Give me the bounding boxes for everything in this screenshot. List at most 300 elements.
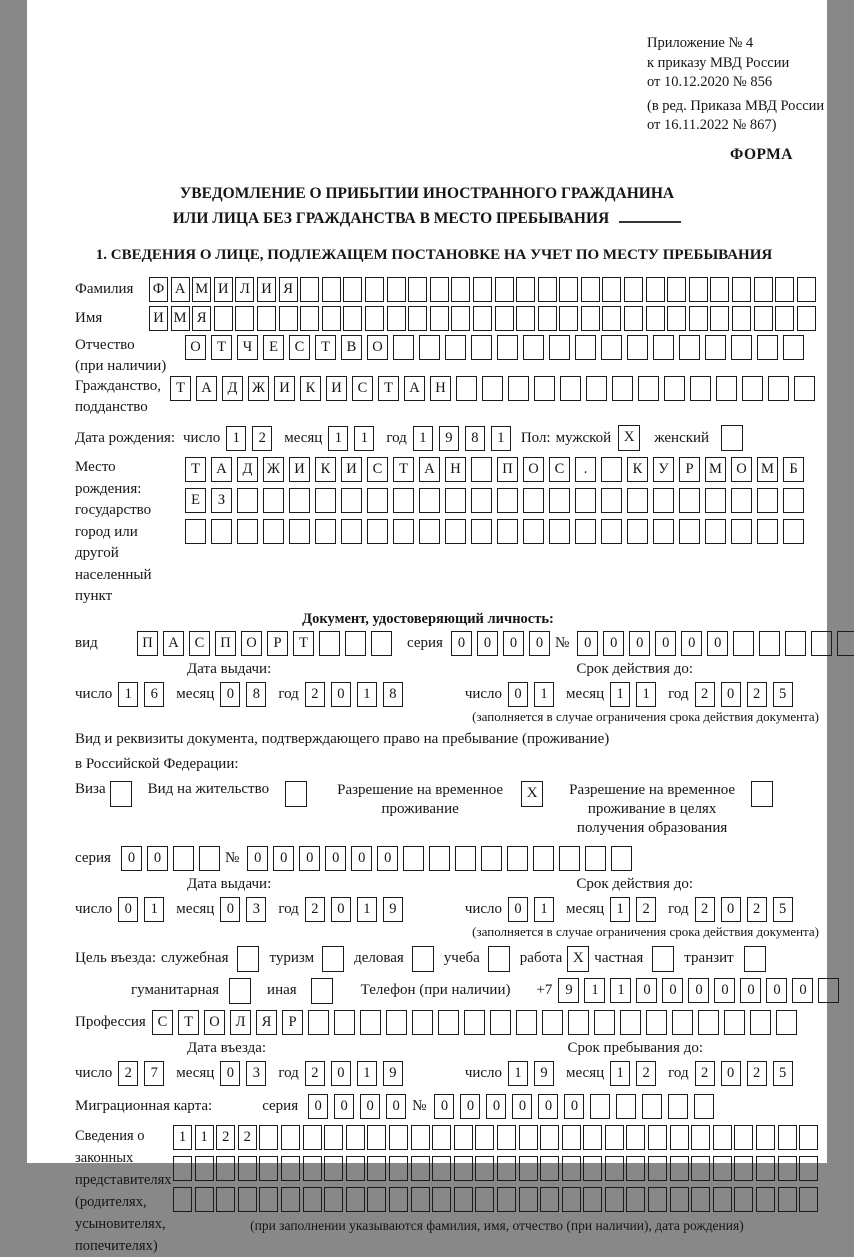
char-cell[interactable] <box>710 277 729 302</box>
char-cell[interactable] <box>732 306 751 331</box>
char-cell[interactable]: 0 <box>681 631 702 656</box>
char-cell[interactable]: 0 <box>331 682 351 707</box>
char-cell[interactable]: Д <box>222 376 243 401</box>
char-cell[interactable] <box>768 376 789 401</box>
char-cell[interactable] <box>173 846 194 871</box>
char-cell[interactable]: 2 <box>747 1061 767 1086</box>
char-cell[interactable] <box>734 1125 753 1150</box>
char-cell[interactable]: Я <box>192 306 211 331</box>
char-cell[interactable] <box>393 488 414 513</box>
char-cell[interactable]: . <box>575 457 596 482</box>
char-cell[interactable]: М <box>171 306 190 331</box>
char-cell[interactable] <box>300 306 319 331</box>
char-cell[interactable]: 0 <box>707 631 728 656</box>
char-cell[interactable] <box>475 1125 494 1150</box>
char-cell[interactable] <box>324 1187 343 1212</box>
char-cell[interactable] <box>419 335 440 360</box>
char-cell[interactable]: Т <box>293 631 314 656</box>
char-cell[interactable]: 9 <box>383 897 403 922</box>
char-cell[interactable] <box>581 306 600 331</box>
char-cell[interactable] <box>216 1156 235 1181</box>
char-cell[interactable] <box>611 846 632 871</box>
char-cell[interactable] <box>560 376 581 401</box>
char-cell[interactable] <box>626 1156 645 1181</box>
char-cell[interactable] <box>238 1156 257 1181</box>
char-cell[interactable]: 1 <box>195 1125 214 1150</box>
char-cell[interactable] <box>445 488 466 513</box>
char-cell[interactable]: 0 <box>118 897 138 922</box>
char-cell[interactable] <box>646 306 665 331</box>
char-cell[interactable] <box>430 306 449 331</box>
char-cell[interactable]: 0 <box>766 978 787 1003</box>
char-cell[interactable] <box>705 335 726 360</box>
char-cell[interactable] <box>454 1187 473 1212</box>
char-cell[interactable] <box>519 1187 538 1212</box>
char-cell[interactable] <box>365 277 384 302</box>
char-cell[interactable] <box>516 1010 537 1035</box>
char-cell[interactable] <box>664 376 685 401</box>
char-cell[interactable] <box>757 488 778 513</box>
char-cell[interactable] <box>211 519 232 544</box>
char-cell[interactable] <box>393 335 414 360</box>
char-cell[interactable]: К <box>315 457 336 482</box>
char-cell[interactable]: 0 <box>721 897 741 922</box>
char-cell[interactable] <box>346 1156 365 1181</box>
char-cell[interactable]: 9 <box>439 426 459 451</box>
char-cell[interactable]: З <box>211 488 232 513</box>
char-cell[interactable] <box>346 1187 365 1212</box>
char-cell[interactable] <box>667 277 686 302</box>
purpose-study-checkbox[interactable] <box>488 946 510 972</box>
char-cell[interactable]: 1 <box>118 682 138 707</box>
char-cell[interactable] <box>733 631 754 656</box>
char-cell[interactable] <box>289 519 310 544</box>
char-cell[interactable] <box>734 1187 753 1212</box>
char-cell[interactable]: 1 <box>491 426 511 451</box>
char-cell[interactable] <box>540 1187 559 1212</box>
char-cell[interactable] <box>497 1187 516 1212</box>
char-cell[interactable]: 2 <box>695 1061 715 1086</box>
char-cell[interactable] <box>519 1156 538 1181</box>
char-cell[interactable]: И <box>274 376 295 401</box>
purpose-other-checkbox[interactable] <box>311 978 333 1004</box>
char-cell[interactable]: 0 <box>477 631 498 656</box>
char-cell[interactable] <box>281 1187 300 1212</box>
char-cell[interactable] <box>627 488 648 513</box>
char-cell[interactable]: 0 <box>377 846 398 871</box>
char-cell[interactable]: М <box>192 277 211 302</box>
char-cell[interactable]: К <box>627 457 648 482</box>
char-cell[interactable] <box>408 306 427 331</box>
char-cell[interactable]: А <box>419 457 440 482</box>
char-cell[interactable] <box>345 631 366 656</box>
char-cell[interactable]: 0 <box>629 631 650 656</box>
char-cell[interactable] <box>324 1125 343 1150</box>
char-cell[interactable] <box>259 1187 278 1212</box>
char-cell[interactable] <box>473 306 492 331</box>
char-cell[interactable]: 0 <box>603 631 624 656</box>
char-cell[interactable] <box>778 1125 797 1150</box>
char-cell[interactable] <box>724 1010 745 1035</box>
char-cell[interactable] <box>562 1156 581 1181</box>
char-cell[interactable]: Т <box>211 335 232 360</box>
char-cell[interactable] <box>334 1010 355 1035</box>
purpose-official-checkbox[interactable] <box>237 946 259 972</box>
char-cell[interactable]: 0 <box>247 846 268 871</box>
char-cell[interactable] <box>429 846 450 871</box>
char-cell[interactable]: 0 <box>512 1094 532 1119</box>
char-cell[interactable] <box>497 1125 516 1150</box>
option-temp-residence-checkbox[interactable]: X <box>521 781 543 807</box>
char-cell[interactable] <box>646 277 665 302</box>
char-cell[interactable]: О <box>204 1010 225 1035</box>
char-cell[interactable] <box>698 1010 719 1035</box>
char-cell[interactable]: 0 <box>121 846 142 871</box>
char-cell[interactable] <box>794 376 815 401</box>
char-cell[interactable]: П <box>215 631 236 656</box>
char-cell[interactable]: 1 <box>508 1061 528 1086</box>
char-cell[interactable]: О <box>731 457 752 482</box>
char-cell[interactable] <box>626 1187 645 1212</box>
char-cell[interactable]: С <box>367 457 388 482</box>
char-cell[interactable] <box>173 1187 192 1212</box>
char-cell[interactable]: 2 <box>305 1061 325 1086</box>
char-cell[interactable]: 2 <box>747 682 767 707</box>
char-cell[interactable] <box>519 1125 538 1150</box>
char-cell[interactable] <box>690 376 711 401</box>
char-cell[interactable] <box>691 1156 710 1181</box>
char-cell[interactable]: У <box>653 457 674 482</box>
char-cell[interactable]: 9 <box>534 1061 554 1086</box>
char-cell[interactable]: 8 <box>246 682 266 707</box>
char-cell[interactable]: О <box>241 631 262 656</box>
char-cell[interactable] <box>653 488 674 513</box>
char-cell[interactable] <box>713 1125 732 1150</box>
char-cell[interactable]: Я <box>279 277 298 302</box>
char-cell[interactable] <box>367 519 388 544</box>
char-cell[interactable] <box>540 1125 559 1150</box>
char-cell[interactable] <box>549 488 570 513</box>
purpose-private-checkbox[interactable] <box>652 946 674 972</box>
char-cell[interactable]: 0 <box>331 897 351 922</box>
char-cell[interactable]: Н <box>430 376 451 401</box>
char-cell[interactable]: 0 <box>325 846 346 871</box>
char-cell[interactable] <box>430 277 449 302</box>
char-cell[interactable] <box>238 1187 257 1212</box>
char-cell[interactable]: 0 <box>460 1094 480 1119</box>
char-cell[interactable] <box>562 1125 581 1150</box>
char-cell[interactable]: 9 <box>558 978 579 1003</box>
char-cell[interactable] <box>279 306 298 331</box>
char-cell[interactable] <box>432 1125 451 1150</box>
char-cell[interactable] <box>691 1187 710 1212</box>
char-cell[interactable]: 1 <box>357 1061 377 1086</box>
char-cell[interactable] <box>199 846 220 871</box>
char-cell[interactable] <box>679 335 700 360</box>
char-cell[interactable] <box>605 1156 624 1181</box>
char-cell[interactable] <box>627 335 648 360</box>
char-cell[interactable]: 0 <box>386 1094 406 1119</box>
char-cell[interactable]: 0 <box>564 1094 584 1119</box>
char-cell[interactable] <box>538 277 557 302</box>
char-cell[interactable] <box>612 376 633 401</box>
char-cell[interactable] <box>195 1156 214 1181</box>
purpose-tourism-checkbox[interactable] <box>322 946 344 972</box>
char-cell[interactable] <box>389 1187 408 1212</box>
char-cell[interactable] <box>585 846 606 871</box>
char-cell[interactable] <box>495 306 514 331</box>
char-cell[interactable]: 5 <box>773 682 793 707</box>
char-cell[interactable] <box>259 1156 278 1181</box>
char-cell[interactable] <box>365 306 384 331</box>
char-cell[interactable]: 0 <box>529 631 550 656</box>
char-cell[interactable] <box>756 1187 775 1212</box>
char-cell[interactable]: А <box>196 376 217 401</box>
char-cell[interactable]: Б <box>783 457 804 482</box>
char-cell[interactable]: 1 <box>534 682 554 707</box>
char-cell[interactable] <box>575 335 596 360</box>
char-cell[interactable]: М <box>757 457 778 482</box>
char-cell[interactable] <box>471 457 492 482</box>
char-cell[interactable] <box>648 1125 667 1150</box>
char-cell[interactable] <box>783 335 804 360</box>
char-cell[interactable]: Р <box>679 457 700 482</box>
char-cell[interactable] <box>411 1187 430 1212</box>
char-cell[interactable] <box>583 1187 602 1212</box>
char-cell[interactable]: О <box>523 457 544 482</box>
char-cell[interactable] <box>471 488 492 513</box>
char-cell[interactable]: 0 <box>721 1061 741 1086</box>
char-cell[interactable] <box>371 631 392 656</box>
char-cell[interactable]: 0 <box>220 682 240 707</box>
char-cell[interactable]: 8 <box>383 682 403 707</box>
char-cell[interactable] <box>575 488 596 513</box>
char-cell[interactable] <box>387 277 406 302</box>
char-cell[interactable] <box>319 631 340 656</box>
char-cell[interactable] <box>408 277 427 302</box>
char-cell[interactable] <box>538 306 557 331</box>
char-cell[interactable]: И <box>214 277 233 302</box>
char-cell[interactable]: И <box>326 376 347 401</box>
char-cell[interactable] <box>289 488 310 513</box>
char-cell[interactable] <box>235 306 254 331</box>
char-cell[interactable]: 5 <box>773 1061 793 1086</box>
char-cell[interactable]: 2 <box>636 897 656 922</box>
char-cell[interactable] <box>818 978 839 1003</box>
char-cell[interactable] <box>343 277 362 302</box>
char-cell[interactable] <box>679 519 700 544</box>
char-cell[interactable] <box>367 1125 386 1150</box>
char-cell[interactable] <box>731 488 752 513</box>
char-cell[interactable] <box>324 1156 343 1181</box>
char-cell[interactable]: 0 <box>334 1094 354 1119</box>
char-cell[interactable] <box>523 335 544 360</box>
char-cell[interactable] <box>731 335 752 360</box>
char-cell[interactable] <box>411 1156 430 1181</box>
char-cell[interactable] <box>473 277 492 302</box>
char-cell[interactable] <box>679 488 700 513</box>
char-cell[interactable]: 0 <box>655 631 676 656</box>
char-cell[interactable]: Л <box>230 1010 251 1035</box>
char-cell[interactable] <box>237 488 258 513</box>
char-cell[interactable] <box>624 277 643 302</box>
char-cell[interactable]: С <box>152 1010 173 1035</box>
char-cell[interactable]: Р <box>267 631 288 656</box>
char-cell[interactable] <box>303 1125 322 1150</box>
char-cell[interactable] <box>559 277 578 302</box>
char-cell[interactable] <box>605 1187 624 1212</box>
char-cell[interactable] <box>549 519 570 544</box>
option-temp-residence-edu-checkbox[interactable] <box>751 781 773 807</box>
char-cell[interactable] <box>559 306 578 331</box>
char-cell[interactable]: 0 <box>636 978 657 1003</box>
char-cell[interactable]: Ф <box>149 277 168 302</box>
char-cell[interactable] <box>799 1125 818 1150</box>
char-cell[interactable] <box>638 376 659 401</box>
char-cell[interactable] <box>750 1010 771 1035</box>
char-cell[interactable] <box>508 376 529 401</box>
char-cell[interactable] <box>451 277 470 302</box>
char-cell[interactable]: И <box>149 306 168 331</box>
char-cell[interactable] <box>778 1187 797 1212</box>
char-cell[interactable]: Д <box>237 457 258 482</box>
char-cell[interactable] <box>811 631 832 656</box>
char-cell[interactable]: А <box>211 457 232 482</box>
char-cell[interactable]: 0 <box>351 846 372 871</box>
char-cell[interactable]: 7 <box>144 1061 164 1086</box>
char-cell[interactable] <box>694 1094 714 1119</box>
char-cell[interactable] <box>594 1010 615 1035</box>
char-cell[interactable]: 0 <box>714 978 735 1003</box>
char-cell[interactable]: О <box>367 335 388 360</box>
char-cell[interactable]: 0 <box>508 897 528 922</box>
char-cell[interactable] <box>624 306 643 331</box>
char-cell[interactable] <box>482 376 503 401</box>
char-cell[interactable]: 1 <box>610 682 630 707</box>
char-cell[interactable] <box>322 277 341 302</box>
char-cell[interactable]: Т <box>178 1010 199 1035</box>
char-cell[interactable]: Т <box>393 457 414 482</box>
char-cell[interactable] <box>757 519 778 544</box>
char-cell[interactable] <box>601 335 622 360</box>
char-cell[interactable] <box>315 519 336 544</box>
char-cell[interactable] <box>616 1094 636 1119</box>
char-cell[interactable] <box>195 1187 214 1212</box>
char-cell[interactable] <box>689 277 708 302</box>
char-cell[interactable] <box>549 335 570 360</box>
char-cell[interactable] <box>778 1156 797 1181</box>
char-cell[interactable]: Я <box>256 1010 277 1035</box>
char-cell[interactable]: Е <box>185 488 206 513</box>
char-cell[interactable] <box>411 1125 430 1150</box>
char-cell[interactable] <box>456 376 477 401</box>
char-cell[interactable] <box>281 1156 300 1181</box>
char-cell[interactable] <box>438 1010 459 1035</box>
char-cell[interactable]: 0 <box>721 682 741 707</box>
char-cell[interactable] <box>263 488 284 513</box>
char-cell[interactable]: 1 <box>357 682 377 707</box>
char-cell[interactable]: 6 <box>144 682 164 707</box>
char-cell[interactable] <box>534 376 555 401</box>
char-cell[interactable]: П <box>137 631 158 656</box>
char-cell[interactable] <box>523 519 544 544</box>
char-cell[interactable] <box>710 306 729 331</box>
char-cell[interactable] <box>757 335 778 360</box>
char-cell[interactable] <box>667 306 686 331</box>
char-cell[interactable] <box>713 1187 732 1212</box>
char-cell[interactable]: 2 <box>305 682 325 707</box>
char-cell[interactable] <box>507 846 528 871</box>
char-cell[interactable]: 1 <box>584 978 605 1003</box>
char-cell[interactable]: 0 <box>503 631 524 656</box>
char-cell[interactable] <box>516 277 535 302</box>
char-cell[interactable] <box>497 488 518 513</box>
char-cell[interactable] <box>783 488 804 513</box>
char-cell[interactable] <box>523 488 544 513</box>
option-residence-permit-checkbox[interactable] <box>285 781 307 807</box>
char-cell[interactable] <box>403 846 424 871</box>
char-cell[interactable]: С <box>549 457 570 482</box>
char-cell[interactable] <box>668 1094 688 1119</box>
char-cell[interactable]: О <box>185 335 206 360</box>
char-cell[interactable]: 1 <box>357 897 377 922</box>
char-cell[interactable]: 0 <box>360 1094 380 1119</box>
char-cell[interactable]: 3 <box>246 897 266 922</box>
char-cell[interactable] <box>464 1010 485 1035</box>
char-cell[interactable] <box>432 1187 451 1212</box>
char-cell[interactable]: И <box>341 457 362 482</box>
char-cell[interactable] <box>303 1187 322 1212</box>
char-cell[interactable] <box>642 1094 662 1119</box>
char-cell[interactable] <box>837 631 854 656</box>
char-cell[interactable] <box>475 1187 494 1212</box>
char-cell[interactable] <box>646 1010 667 1035</box>
char-cell[interactable] <box>775 306 794 331</box>
char-cell[interactable]: Т <box>378 376 399 401</box>
char-cell[interactable] <box>419 488 440 513</box>
char-cell[interactable] <box>412 1010 433 1035</box>
char-cell[interactable]: К <box>300 376 321 401</box>
char-cell[interactable] <box>308 1010 329 1035</box>
char-cell[interactable] <box>451 306 470 331</box>
char-cell[interactable] <box>454 1125 473 1150</box>
char-cell[interactable] <box>776 1010 797 1035</box>
char-cell[interactable] <box>542 1010 563 1035</box>
char-cell[interactable] <box>214 306 233 331</box>
char-cell[interactable] <box>263 519 284 544</box>
char-cell[interactable] <box>575 519 596 544</box>
char-cell[interactable] <box>705 488 726 513</box>
char-cell[interactable] <box>497 519 518 544</box>
char-cell[interactable] <box>583 1156 602 1181</box>
char-cell[interactable] <box>343 306 362 331</box>
char-cell[interactable]: И <box>289 457 310 482</box>
char-cell[interactable] <box>475 1156 494 1181</box>
char-cell[interactable]: 0 <box>577 631 598 656</box>
char-cell[interactable] <box>341 488 362 513</box>
char-cell[interactable] <box>689 306 708 331</box>
char-cell[interactable]: 0 <box>220 1061 240 1086</box>
char-cell[interactable] <box>455 846 476 871</box>
char-cell[interactable]: 0 <box>486 1094 506 1119</box>
char-cell[interactable] <box>185 519 206 544</box>
char-cell[interactable] <box>497 1156 516 1181</box>
char-cell[interactable] <box>360 1010 381 1035</box>
char-cell[interactable] <box>367 1156 386 1181</box>
char-cell[interactable]: С <box>289 335 310 360</box>
char-cell[interactable]: 1 <box>534 897 554 922</box>
char-cell[interactable]: 0 <box>740 978 761 1003</box>
